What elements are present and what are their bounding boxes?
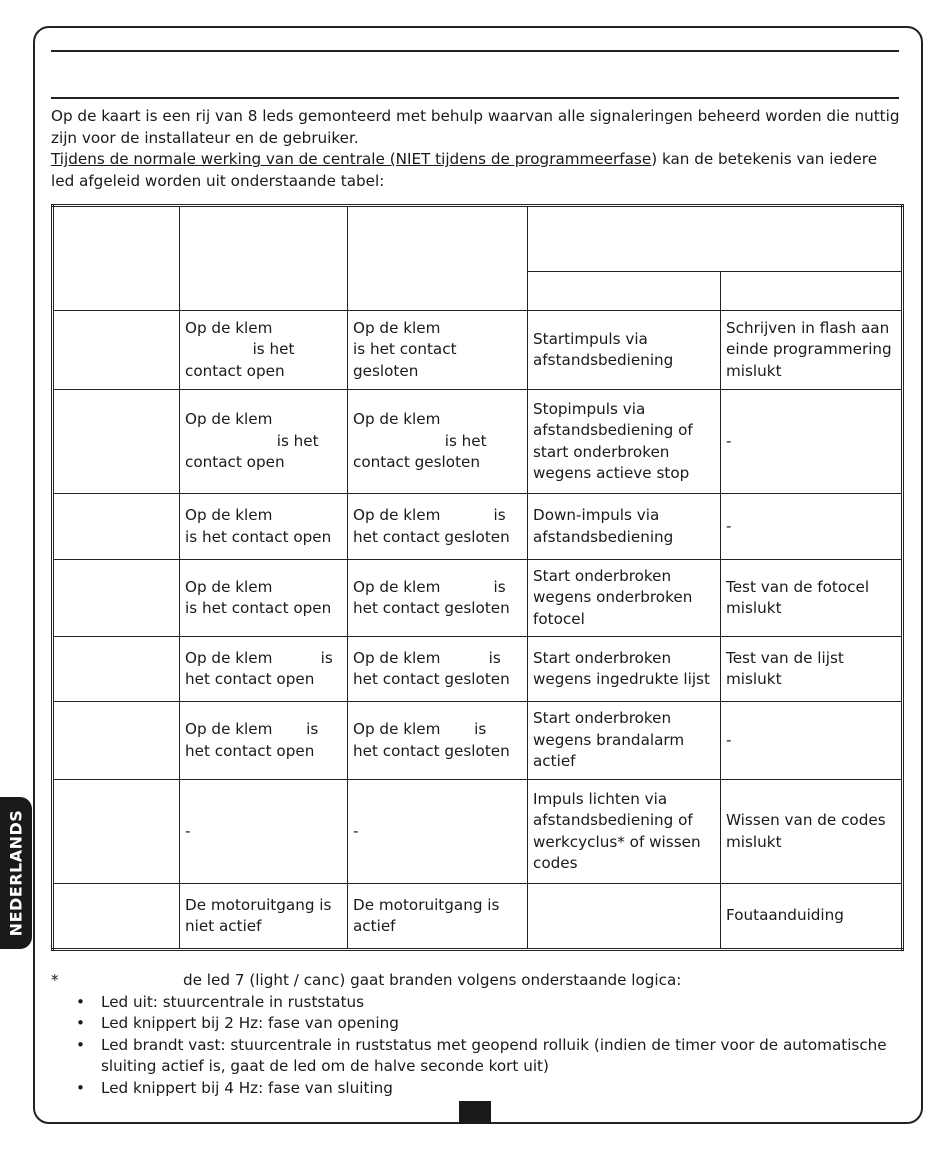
page-number-block <box>459 1101 491 1124</box>
subheader-cell-2 <box>721 272 903 311</box>
led-table <box>51 204 904 951</box>
table-cell-c2: Op de klem is het contact gesloten <box>348 560 528 637</box>
intro-text <box>51 106 901 192</box>
header-cell-led <box>53 206 180 311</box>
footnote-header <box>51 970 911 992</box>
table-cell-c4: - <box>721 494 903 560</box>
subheader-cell-1 <box>528 272 721 311</box>
footnote-list <box>51 992 911 1100</box>
table-cell-c2: Op de klem is het contact gesloten <box>348 494 528 560</box>
table-cell-c1: Op de klem is het contact open <box>180 702 348 780</box>
table-cell-c1: Op de klem is het contact open <box>180 637 348 702</box>
bullet-icon: • <box>76 1078 85 1097</box>
table-row <box>53 637 903 702</box>
bullet-icon: • <box>76 992 85 1011</box>
header-cell-on <box>348 206 528 311</box>
table-cell-c2: Op de klem is het contact gesloten <box>348 311 528 390</box>
table-row <box>53 311 903 390</box>
led-number-cell <box>53 702 180 780</box>
table-cell-c4: Foutaanduiding <box>721 884 903 950</box>
table-row <box>53 494 903 560</box>
table-cell-c3: Stopimpuls via afstandsbediening of start onderbroken wegens actieve stop <box>528 390 721 494</box>
intro-rest: ) kan de betekenis van iedere led afgeleid worden uit onderstaande tabel: <box>51 150 878 190</box>
table-cell-c3: Start onderbroken wegens brandalarm actief <box>528 702 721 780</box>
table-cell-c3 <box>528 884 721 950</box>
table-cell-c1: Op de klem is het contact open <box>180 311 348 390</box>
table-cell-c2: Op de klem is het contact gesloten <box>348 702 528 780</box>
table-row <box>53 560 903 637</box>
footnote-star: * <box>51 971 59 989</box>
language-label: NEDERLANDS <box>6 809 26 937</box>
table-row <box>53 390 903 494</box>
table-row <box>53 884 903 950</box>
header-cell-flash <box>528 206 903 272</box>
table-cell-c3: Start onderbroken wegens ingedrukte lijst <box>528 637 721 702</box>
list-item <box>76 992 911 1014</box>
list-item-text: Led knippert bij 2 Hz: fase van opening <box>101 1014 399 1032</box>
intro-paragraph-2 <box>51 149 901 192</box>
table-cell-c3: Impuls lichten via afstandsbediening of werkcyclus* of wissen codes <box>528 780 721 884</box>
list-item-text: Led brandt vast: stuurcentrale in ruststatus met geopend rolluik (indien de timer voor de automatische sluiting actief is, gaat de led om de halve seconde kort uit) <box>101 1035 887 1075</box>
table-cell-c4: Schrijven in flash aan einde programmering mislukt <box>721 311 903 390</box>
table-cell-c1: Op de klem is het contact open <box>180 390 348 494</box>
bullet-icon: • <box>76 1014 85 1032</box>
header-rule-top <box>51 50 899 52</box>
led-number-cell <box>53 311 180 390</box>
table-cell-c1: Op de klem is het contact open <box>180 560 348 637</box>
list-item-text: Led knippert bij 4 Hz: fase van sluiting <box>101 1078 393 1097</box>
bullet-icon: • <box>76 1035 85 1054</box>
table-header-row <box>53 206 903 272</box>
table-row <box>53 780 903 884</box>
table-cell-c3: Startimpuls via afstandsbediening <box>528 311 721 390</box>
table-cell-c1: - <box>180 780 348 884</box>
table-cell-c1: De motoruitgang is niet actief <box>180 884 348 950</box>
intro-underlined: Tijdens de normale werking van de centrale (NIET tijdens de programmeerfase <box>51 150 652 168</box>
led-number-cell <box>53 637 180 702</box>
list-item <box>76 1035 911 1078</box>
header-cell-off <box>180 206 348 311</box>
language-tab <box>0 797 32 949</box>
table-cell-c4: Test van de fotocel mislukt <box>721 560 903 637</box>
led-number-cell <box>53 780 180 884</box>
table-cell-c4: - <box>721 390 903 494</box>
list-item-text: Led uit: stuurcentrale in ruststatus <box>101 992 365 1011</box>
led-number-cell <box>53 494 180 560</box>
header-rule-bottom <box>51 97 899 99</box>
led-number-cell <box>53 390 180 494</box>
list-item <box>76 1013 911 1035</box>
table-cell-c2: Op de klem is het contact gesloten <box>348 637 528 702</box>
table-row <box>53 702 903 780</box>
table-cell-c4: Test van de lijst mislukt <box>721 637 903 702</box>
footnote-text: de led 7 (light / canc) gaat branden volgens onderstaande logica: <box>183 971 682 989</box>
footnote <box>51 970 911 1099</box>
table-cell-c3: Down-impuls via afstandsbediening <box>528 494 721 560</box>
table-cell-c1: Op de klem is het contact open <box>180 494 348 560</box>
led-number-cell <box>53 560 180 637</box>
table-cell-c4: Wissen van de codes mislukt <box>721 780 903 884</box>
table-cell-c2: De motoruitgang is actief <box>348 884 528 950</box>
table-cell-c2: Op de klem is het contact gesloten <box>348 390 528 494</box>
table-cell-c2: - <box>348 780 528 884</box>
intro-paragraph: Op de kaart is een rij van 8 leds gemonteerd met behulp waarvan alle signaleringen beheerd worden die nuttig zijn voor de installateur en de gebruiker. <box>51 107 900 147</box>
table-cell-c4: - <box>721 702 903 780</box>
list-item <box>76 1078 911 1100</box>
led-number-cell <box>53 884 180 950</box>
table-cell-c3: Start onderbroken wegens onderbroken fotocel <box>528 560 721 637</box>
